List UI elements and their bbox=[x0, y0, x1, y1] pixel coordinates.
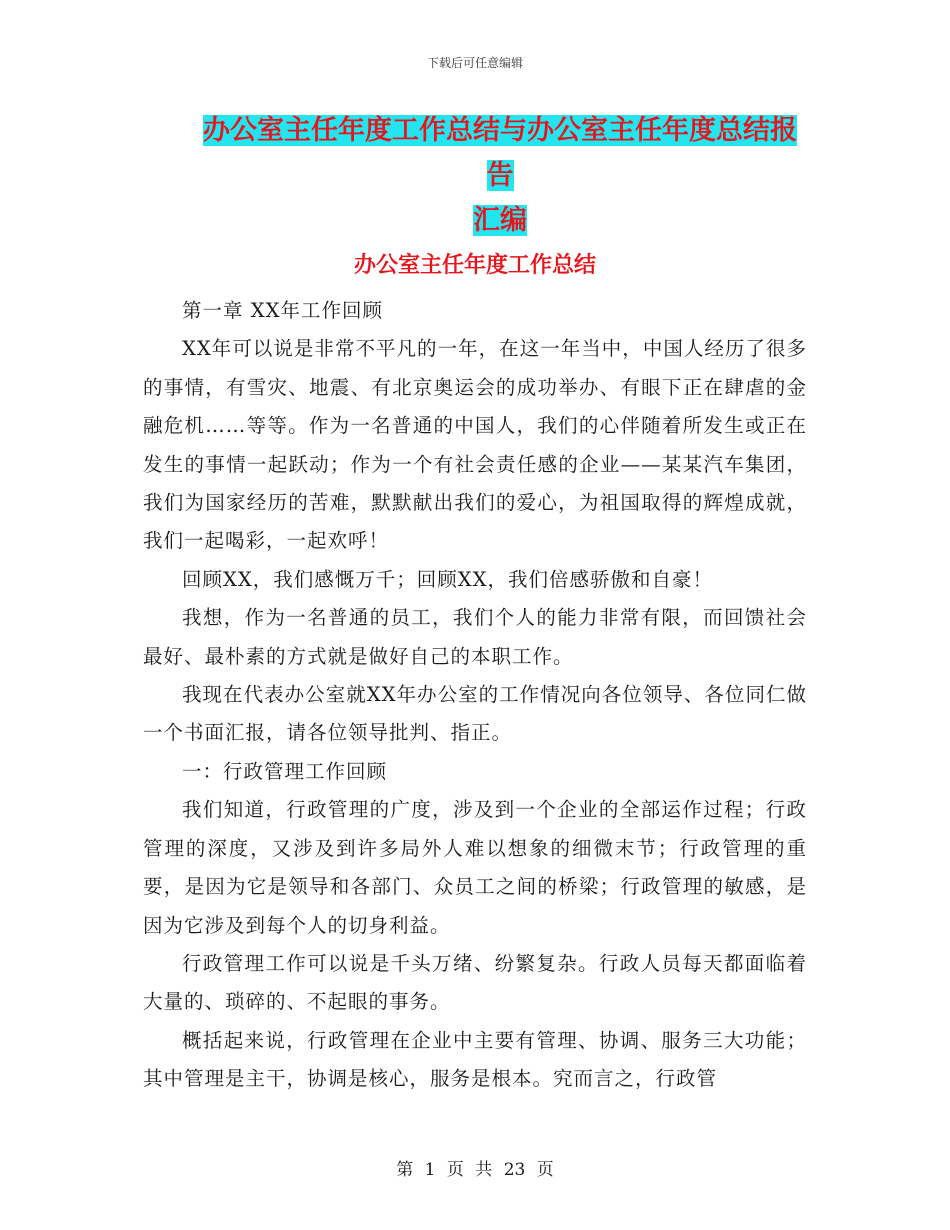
paragraph: XX年可以说是非常不平凡的一年，在这一年当中，中国人经历了很多的事情，有雪灾、地震、有北京奥运会的成功举办、有眼下正在肆虐的金融危机……等等。作为一名普通的中国人，我们的心伴随着所发生或正在发生的事情一起跃动；作为一个有社会责任感的企业——某某汽车集团，我们为国家经历的苦难，默默献出我们的爱心，为祖国取得的辉煌成就，我们一起喝彩，一起欢呼！ bbox=[143, 337, 807, 553]
section-title: 办公室主任年度工作总结 bbox=[353, 253, 596, 278]
title-line-1: 办公室主任年度工作总结与办公室主任年度总结报告 bbox=[203, 115, 797, 191]
paragraph: 行政管理工作可以说是千头万绪、纷繁复杂。行政人员每天都面临着大量的、琐碎的、不起眼的事务。 bbox=[143, 951, 807, 1014]
paragraph: 第一章 XX年工作回顾 bbox=[182, 299, 383, 322]
document-title bbox=[190, 108, 810, 243]
document-body bbox=[143, 292, 807, 1099]
paragraph: 回顾XX，我们感慨万千；回顾XX，我们倍感骄傲和自豪！ bbox=[182, 567, 714, 591]
page-number-footer: 第 1 页 共 23 页 bbox=[396, 1160, 554, 1180]
paragraph: 我们知道，行政管理的广度，涉及到一个企业的全部运作过程；行政管理的深度，又涉及到许多局外人难以想象的细微末节；行政管理的重要，是因为它是领导和各部门、众员工之间的桥梁；行政管理的敏感，是因为它涉及到每个人的切身利益。 bbox=[143, 798, 807, 937]
title-line-2: 汇编 bbox=[473, 205, 527, 236]
header-note: 下载后可任意编辑 bbox=[426, 56, 523, 70]
paragraph: 一：行政管理工作回顾 bbox=[182, 759, 388, 783]
paragraph: 概括起来说，行政管理在企业中主要有管理、协调、服务三大功能；其中管理是主干，协调是核心，服务是根本。究而言之，行政管 bbox=[143, 1028, 807, 1091]
paragraph: 我想，作为一名普通的员工，我们个人的能力非常有限，而回馈社会最好、最朴素的方式就是做好自己的本职工作。 bbox=[143, 606, 807, 668]
paragraph: 我现在代表办公室就XX年办公室的工作情况向各位领导、各位同仁做一个书面汇报，请各位领导批判、指正。 bbox=[143, 683, 807, 745]
